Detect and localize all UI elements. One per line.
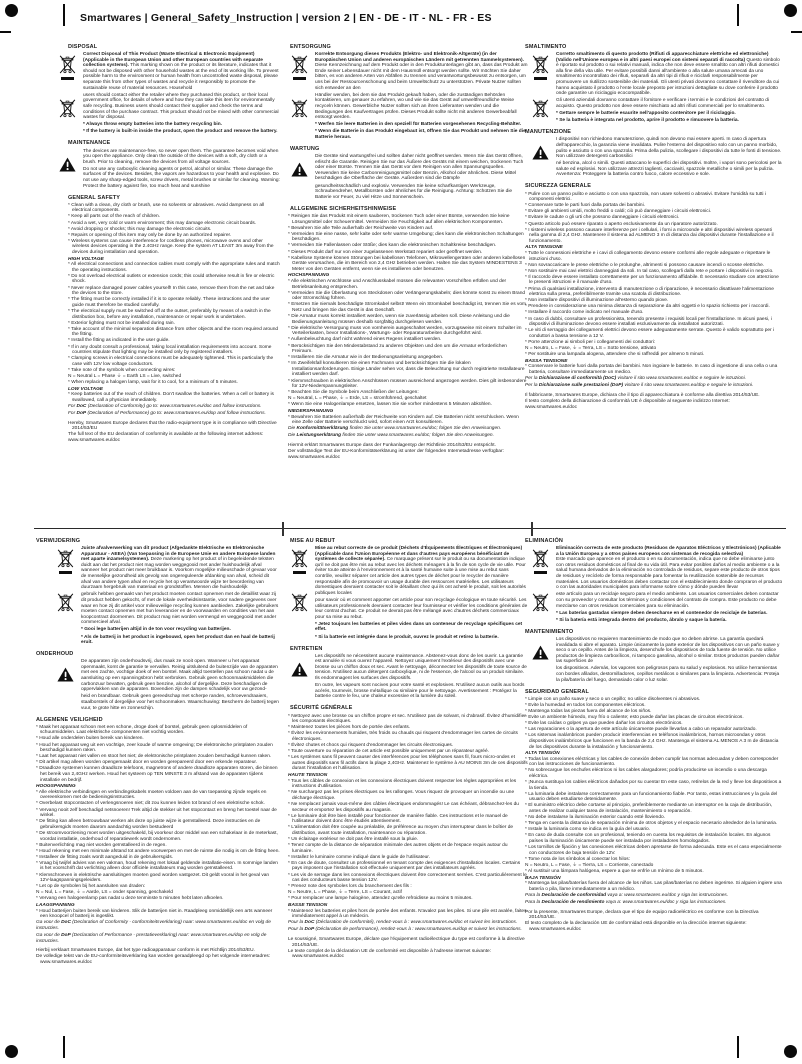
weee-bar-icon bbox=[59, 571, 72, 574]
list-line: * Vermeiden Sie die Überlastung von Steckdosen oder Verlängerungskabeln; dies könnte sonst zu einem Brand oder Stromschlag führen. bbox=[288, 290, 526, 302]
list-line: * De fitting kan alleen betrouwbaar werken als deze op juiste wijze is geïnstalleerd. Deze instructies en de gebruikersgids moeten daarom aandachtig worden bestudeerd bbox=[36, 819, 261, 830]
disposal-section bbox=[288, 52, 528, 142]
maintenance-heading: MANTENIMIENTO bbox=[525, 628, 574, 635]
list-line: * Alle elektrischen Anschlüsse und Anschlusskabel müssen die relevanten Vorschriften erfüllen und der Betriebsanleitung entsprechen. bbox=[288, 278, 507, 290]
list-line: * Tous les câbles de connexion et les connexions électriques doivent respecter les règles appropriées et les instructions d'utilisation. bbox=[288, 778, 517, 790]
dop-line: Para la Declaración de rendimiento vaya a: www.smartwares.eu/doc y siga las instrucciones. bbox=[525, 899, 727, 905]
list-line: Le texte complet de la déclaration UE de conformité est disponible à l'adresse internet suivante: www.smartwares.eu/doc bbox=[288, 948, 492, 960]
list-line: * When replacing a halogen lamp, wait for it to cool, for a minimum of 5 minutes. bbox=[68, 380, 238, 386]
list-line: * Evitare le cadute o gli urti che possono danneggiare i circuiti elettronici. bbox=[525, 215, 680, 221]
maintenance-paragraph: Do not use any carboxylic cleaning agents or petrol, alcohol or similar. These damage the surfaces of the devices. Besides, the vapors are hazardous to your health and explosive. Do not use any sharp-edged tools, screw drivers, metal brushes or similar for cleaning. Warning: Protect the battery against fire, too much heat and sunshine bbox=[83, 166, 280, 189]
list-line: * Ne surchargez pas les prises électriques ou les rallonges. Vous risquez de provoquer un incendie ou une décharge électrique. bbox=[288, 790, 515, 801]
list-line: * The fitting must be correctly installed if it is to operate reliably. These instructions and the user guide must therefore be studied carefully. bbox=[68, 297, 270, 308]
list-line: * Houd batterijen buiten bereik van kinderen. Slik de batterijen niet in. Raadpleeg onmiddellijk een arts wanneer een knoopcel of batterij is ingeslikt. bbox=[36, 908, 273, 920]
crop-mark bbox=[63, 4, 65, 26]
list-line: * Tutte le connessioni elettriche e i cavi di collegamento devono essere conformi alle regole adeguate e rispettare le istruzioni d'uso. bbox=[525, 251, 771, 262]
list-line: * Alle elektrische verbindingen en verbindingskabels moeten voldoen aan de van toepassing zijnde regels en overeenkomen met de bedieningsinstructies. bbox=[36, 789, 267, 801]
weee-bin-icon bbox=[532, 97, 549, 119]
list-line: * Reinigen Sie das Produkt mit einem sauberen, trockenen Tuch oder einer Bürste, verwenden Sie keine Lösungsmittel oder Scheuermittel. Vermeiden Sie Feuchtigkeit auf allen elektrischen Komponenten. bbox=[288, 213, 510, 225]
weee-bin-icon bbox=[291, 547, 308, 569]
maintenance-heading: ONDERHOUD bbox=[36, 651, 74, 658]
maintenance-paragraph: los dispositivos. Además, los vapores son peligrosos para su salud y explosivos. No utilice herramientas con bordes afilados, destornilladores, cepillos metálicos o similares para la limpieza. Advertencia: Proteja la pila/batería del fuego, demasiado calor o luz solar. bbox=[556, 666, 780, 683]
list-line: N = Neutre, L = Phase, ⏚ = Terre, LS = Courant, actif bbox=[288, 890, 402, 896]
list-line: * Vervang een halogeenlamp pas nadat u deze tenminste 5 minuten hebt laten afkoelen. bbox=[36, 896, 224, 902]
disposal-icons bbox=[529, 52, 551, 125]
disposal-icons bbox=[56, 52, 78, 136]
list-line: * Installeer de fitting zoals wordt aangeduid in de gebruikersgids. bbox=[36, 854, 174, 860]
list-line: * Un éclairage extérieur ne doit pas être installé sous la pluie. bbox=[288, 837, 419, 842]
list-line: Hiermit erklärt Smartwares Europe dass der Funkanlagentyp der Richtlinie 2014/53/EU entspricht. bbox=[288, 443, 496, 448]
list-line: * Les systèmes sans fil peuvent causer des interférences pour les téléphones sans fil, fours micro-ondes et autres dispositifs sans fil actifs dans la plage 2,4GHz. Maintenez le système à AU MOINS 3m de ces dispositifs durant l'installation et l'utilisation. bbox=[288, 755, 528, 772]
list-line: * Tenga en cuenta la distancia de separación mínima de otros objetos y el espacio necesario alrededor de la luminaria. bbox=[525, 821, 778, 827]
low-voltage-list bbox=[288, 909, 528, 920]
high-voltage-heading: HOOGSPANNING bbox=[36, 784, 76, 790]
list-line: * Las reparaciones o la apertura de este artículo únicamente puede llevarlas a cabo un reparador autorizado. bbox=[525, 727, 757, 733]
list-line: * Évitez chutes et chocs qui risquent d'endommager les circuits électroniques. bbox=[288, 743, 454, 748]
maintenance-paragraph: né benzina, alcol o simili. Questi attaccano le superfici dei dispositivi. Inoltre, i vapori sono pericolosi per la salute ed esplosivi. Non utilizzare attrezzi taglienti, cacciaviti, spazzole metalliche o simili per la pulizia. Avvertenza: Proteggere la batteria contro fuoco, calore eccessivo e sole. bbox=[556, 161, 782, 178]
disposal-icons bbox=[529, 546, 551, 625]
list-line: * Maintenez toutes les pièces hors de portée des enfants. bbox=[288, 725, 411, 731]
registration-mark bbox=[5, 1045, 18, 1058]
list-line: * Dieses Produkt darf nur von einer zugelassenen Werkstatt repariert oder geöffnet werden. bbox=[288, 249, 483, 255]
low-voltage-heading: BASSA TENSIONE bbox=[525, 358, 568, 364]
high-voltage-heading: HIGH VOLTAGE bbox=[68, 256, 104, 262]
disposal-bullet: * Gettare sempre le batterie esaurite nell'apposito contenitore per il riciclaggio. bbox=[556, 111, 736, 117]
list-line: De volledige tekst van de EU-conformiteitsverklaring kan worden geraadpleegd op het volgende internetadres: www.smartwares.eu/doc bbox=[36, 954, 271, 965]
low-voltage-list bbox=[525, 881, 783, 892]
list-line: * Ersetzen Sie niemals beschädigte Stromkabel selbst! Wenn ein Stromkabel beschädigt ist, trennen Sie es vom Netz und bringen Sie das Gerät in das Geschäft. bbox=[288, 302, 527, 313]
list-line: * Kabellose Systeme können Störungen bei kabellosen Telefonen, Mikrowellengeräten oder anderen kabellosen Geräte verursachen, die im Bereich von 2,4 GHz betrieben werden. Halten Sie das System MINDESTENS 3 Meter von den Geräten entfernt, wenn sie es installieren oder benutzen. bbox=[288, 255, 526, 272]
list-line: www.smartwares.eu/doc bbox=[288, 455, 340, 461]
page-title: Smartwares | General_Safety_Instruction | version 2 | EN - DE - IT - NL - FR - ES bbox=[80, 12, 492, 24]
registration-mark bbox=[784, 4, 797, 17]
low-voltage-heading: BASSE TENSION bbox=[288, 903, 328, 909]
disposal-paragraph: Correct Disposal of This Product (Waste Electrical & Electronic Equipment) (Applicable in the European Union and other European countries with separate collection systems). This marking shown on the product or its literature, indicates that it should not be disposed with other household wastes at the end of its working life. To prevent possible harm to the environment or human health from uncontrolled waste disposal, please separate this from other types of wastes and recycle it responsibly to promote the sustainable reuse of material resources. Household bbox=[83, 52, 279, 91]
declaration-of-conformity bbox=[288, 937, 528, 960]
low-voltage-list bbox=[36, 909, 280, 920]
declaration-of-conformity bbox=[36, 948, 280, 965]
list-line: * Vraag bij twijfel advies van een vakman, houd rekening met lokaal geldende installatie-eisen. In sommige landen is het voorschrift dat verlichting alleen door officiële installateurs mag worden geïnstalleerd. bbox=[36, 860, 278, 872]
weee-bin-icon bbox=[59, 53, 76, 75]
low-voltage-heading: LAAGSPANNING bbox=[36, 903, 75, 909]
list-line: * Die elektrische Versorgung muss von vornherein ausgeschaltet werden, vorzugsweise mit einem Schalter im Verteilerkasten, bevor Installations-, Wartungs- oder Reparaturarbeiten durchgeführt wird. bbox=[288, 325, 522, 337]
disposal-paragraph: Händler wenden, bei dem sie das Produkt gekauft haben, oder die zuständigen Behörden kontaktieren, um genauer zu erfahren, wo und wie sie das Gerät auf umweltfreundliche Weise recyceln können. Gewerbliche Nutzer sollten sich an ihren Lieferanten wenden und die Bedingungen des Kaufvertrages prüfen. Dieses Produkt sollte nicht mit anderen Gewerbeabfall entsorgt werden. bbox=[315, 92, 517, 121]
high-voltage-heading: HAUTE TENSION bbox=[288, 772, 328, 778]
low-voltage-list bbox=[288, 415, 528, 426]
disposal-paragraph: Corretto smaltimento di questo prodotto (Rifiuti di apparecchiature elettriche ed elettroniche) (Valido nell'Unione europea e in altri paesi europei con sistemi separati di raccolta) Questo simbolo è riportato sul prodotto o sui relativi manuali, indica che non deve essere smaltito con altri rifiuti domestici alla fine della vita utile. Per evitare possibili danni all'ambiente o alla salute umana arrecati da uno smaltimento incontrollato dei rifiuti, separarli da altri tipi di rifiuti e riciclarli responsabilmente per promuovere un riutilizzo sostenibile dei materiali. Gli utenti privati dovranno contattare il rivenditore da cui hanno acquistato il prodotto o l'ente locale preposto per istruzioni dettagliate su dove conferire il prodotto onde garantire un riciclaggio ecocompatibile. bbox=[556, 52, 780, 97]
disposal-bullet: * Las baterías gastadas siempre deben desecharse en el contenedor de reciclaje de baterías. bbox=[556, 610, 768, 616]
list-line: * Take note of the symbols when connecting wires: bbox=[68, 367, 176, 373]
disposal-paragraph: Korrekte Entsorgung dieses Produkts (Elektro- und Elektronik-Altgeräte) (in der Europäischen Union und anderen europäischen Ländern mit getrennten Sammelsystemen). Diese Kennzeichnung auf dem Produkt oder in den Produktunterlagen gibt an, dass das Produkt am Ende seiner Lebensdauer nicht mit dem Hausmüll entsorgt werden sollte. Wir möchten Sie daher bitten, es von anderen Arten von Abfällen zu trennen und verantwortungsbewusst zu entsorgen, um uns bei der Ressourcenschonung und beim Umweltschutz zu unterstützen. Private Nutzer sollten sich entweder an den bbox=[315, 52, 528, 91]
list-line: * Los sistemas inalámbricos pueden producir interferencias en teléfonos inalámbricos, hornos microondas y otros dispositivos inalámbricos que funcionen en la banda de 2,4 GHz. Mantenga el sistema AL MENOS A 3 m de distancia de los dispositivos durante la instalación y funcionamiento. bbox=[525, 733, 779, 750]
maintenance-paragraph: En outre, les vapeurs sont nocives pour votre santé et explosives. N'utilisez aucun outils aux bords acérés, tournevis, brosse métallique ou similaire pour le nettoyage. Avertissement : Protégez la batterie contre le feu, une chaleur excessive et la lumière du soleil. bbox=[315, 683, 525, 700]
disposal-icons bbox=[54, 546, 76, 647]
row-divider bbox=[34, 528, 786, 529]
list-line: * Evitare gli ambienti umidi, molto freddi o caldi; ciò può danneggiare i circuiti elettronici. bbox=[525, 209, 712, 215]
low-voltage-list bbox=[68, 392, 280, 403]
general-safety-list bbox=[36, 725, 280, 783]
list-line: * Tome nota de los símbolos al conectar los hilos: bbox=[525, 856, 630, 862]
list-line: * Questo articolo può essere riparato o aperto esclusivamente da un riparatore autorizzato. bbox=[525, 221, 718, 227]
lang-block-nl bbox=[36, 534, 280, 966]
list-line: * Instale la luminaria como se indica en la guía del usuario. bbox=[525, 827, 651, 833]
high-voltage-heading: ALTA TENSIÓN bbox=[525, 751, 560, 757]
list-line: * Prendere in considerazione una minima distanza di separazione da altri oggetti e lo spazio richiesto per i raccordi. bbox=[525, 304, 770, 310]
list-line: * El suministro eléctrico debe cortarse al principio, preferiblemente mediante un interruptor en la caja de distribución, antes de realizar cualquier tarea de instalación, mantenimiento o reparación. bbox=[525, 803, 773, 815]
disposal-heading: ELIMINACIÓN bbox=[525, 538, 564, 544]
list-line: * Houd alle onderdelen buiten bereik van kinderen. bbox=[36, 736, 144, 742]
warning-triangle-icon bbox=[532, 645, 549, 660]
weee-bar-icon bbox=[293, 77, 306, 80]
lang-block-de bbox=[288, 40, 528, 461]
list-line: * Todas las conexiones eléctricas y los cables de conexión deben cumplir las normas adecuadas y deben corresponder con las instrucciones de funcionamiento. bbox=[525, 756, 779, 768]
warning-triangle-icon bbox=[57, 667, 74, 682]
list-line: * Klemschroeven in elektrische aansluitingen moeten goed worden vastgezet. Dit geldt vooral in het geval van 12V-laagspanningsgeleiders. bbox=[36, 872, 270, 884]
disposal-heading: ENTSORGUNG bbox=[290, 44, 331, 50]
list-line: * Buitenverlichting mag niet worden geïnstalleerd in de regen. bbox=[36, 842, 167, 848]
list-line: * The electrical supply must be switched off at the outset, preferably by means of a switch in the distribution box, before any installation, maintenance or repair work is undertaken. bbox=[68, 308, 271, 320]
list-line: * Conservare le batterie fuori dalla portata dei bambini. Non ingoiare le batterie. In caso di ingestione di una cella o una batteria, consultare immediatamente un medico. bbox=[525, 364, 778, 375]
list-line: * Il raccordo deve essere installato correttamente per un funzionamento affidabile. È necessario studiare con attenzione le presenti istruzioni e il manuale d'uso. bbox=[525, 274, 779, 286]
doc-line: Per la Dichiarazione di conformità (DoC) visitare il sito www.smartwares.eu/doc e seguire le istruzioni. bbox=[525, 375, 747, 381]
disposal-bullet: * Always throw empty batteries into the battery recycling bin. bbox=[83, 122, 222, 128]
list-line: * Vermeiden Sie Fallenlassen oder Stöße; dies kann die elektronischen Schaltkreise beschädigen. bbox=[288, 243, 497, 249]
list-line: * Prenez note des symboles lors du branchement des fils : bbox=[288, 884, 412, 890]
weee-bin-icon bbox=[59, 97, 76, 119]
list-line: * Pour remplacer une lampe halogène, attendez qu'elle refroidisse au moins 5 minutes. bbox=[288, 896, 473, 902]
general-safety-list bbox=[525, 192, 783, 245]
list-line: * Les vis de serrage dans les connexions électriques doivent être correctement serrées. C'est particulièrement le cas des conducteurs basse tension 12V. bbox=[288, 872, 527, 884]
weee-bar-icon bbox=[293, 571, 306, 574]
disposal-bullet: * Als de batterij in het product is ingebouwd, open het product dan en haal de batterij eruit. bbox=[81, 634, 275, 646]
maintenance-paragraph: Die Geräte sind wartungsfrei und sollten daher nicht geöffnet werden. Wenn Sie das Gerät öffnen, erlischt die Garantie. Reinigen Sie nur das Äußere des Geräts mit einem weichen, trockenen Tuch oder einer Bürste. Trennen Sie das Gerät vor dem Reinigen von allen Spannungsquellen. Verwenden Sie keine Carbonreinigungsmittel oder Benzin, Alkohol oder ähnliches. Diese Mittel beschädigen die Oberfläche der Geräte. Außerdem sind die Dämpfe bbox=[315, 154, 524, 182]
crop-mark bbox=[737, 1036, 739, 1058]
disposal-bullet: * Si la batterie est intégrée dans le produit, ouvrez le produit et retirez la batterie. bbox=[315, 634, 499, 640]
list-line: * Avoid a wet, very cold or warm environment; this may damage electronic circuit boards. bbox=[68, 220, 257, 226]
list-line: * Do not overload electrical outlets or extension cords; this could otherwise result in fire or electric shock. bbox=[68, 273, 275, 285]
warning-triangle-icon bbox=[291, 162, 308, 177]
list-line: * Los tornillos de fijación y las conexiones eléctricas deben apretarse de forma adecuada. Este es el caso especialmente con conductores de baja tensión de 12V. bbox=[525, 845, 782, 856]
list-line: N = Neutro, L = Fase, ⏚ = Tierra, LS = Corriente, conectado bbox=[525, 862, 654, 868]
high-voltage-list bbox=[36, 790, 280, 902]
list-line: * Installare il raccordo come indicato nel manuale d'uso. bbox=[525, 310, 644, 316]
list-line: * Repairs or opening of this item may only be done by an authorized repairer. bbox=[68, 232, 232, 238]
list-line: * Bewahren Sie Batterien außerhalb der Reichweite von Kindern auf. Die Batterien nicht verschlucken. Wenn eine Zelle oder Batterie verschluckt wird, sofort einen Arzt konsultieren. bbox=[288, 414, 519, 426]
list-line: * Keep batteries out of the reach of children. Don't swallow the batteries. When a cell or battery is swallowed, call a physician immediately. bbox=[68, 392, 274, 403]
list-line: * Porre attenzione ai simboli per i collegamenti dei conduttori: bbox=[525, 339, 656, 345]
maintenance-heading: WARTUNG bbox=[290, 146, 320, 152]
list-line: * Klemmschrauben in elektrischen Anschlüssen müssen ausreichend angezogen werden. Dies gilt insbesondere für 12V-Niederspannungsleiter. bbox=[288, 378, 527, 390]
weee-bar-icon bbox=[534, 77, 547, 80]
disposal-paragraph: gebruik hebben gemaakt van het product moeten contact opnemen met de detaillist waar zij dit product hebben gekocht, of met de lokale overheidsinstantie, voor nadere gegevens over waar en hoe zij dit artikel voor milieuveilige recycling kunnen aanbieden. Zakelijke gebruikers moeten contact opnemen met hun leverancier en de voorwaarden en condities van het aan koopcontract doornemen. Dit product mag niet worden vermengd en weggegooid met ander commercieel afval. bbox=[81, 592, 279, 626]
general-safety-list bbox=[525, 697, 783, 750]
disposal-section bbox=[525, 546, 783, 625]
maintenance-section bbox=[288, 154, 528, 202]
list-line: Der vollständige Text der EU-Konformitätserklärung ist unter der folgenden Internetadresse verfügbar: bbox=[288, 449, 504, 455]
disposal-heading: DISPOSAL bbox=[68, 44, 98, 50]
weee-bar-icon bbox=[534, 571, 547, 574]
list-line: * La luminaria debe instalarse correctamente para un funcionamiento fiable. Por tanto, estas instrucciones y la guía del usuario deben estudiarse detenidamente. bbox=[525, 791, 778, 803]
weee-bin-icon bbox=[291, 97, 308, 119]
list-line: * Non sostituire mai cavi elettrici danneggiati da soli. In tal caso, scollegarli dalla rete e portare i dispositivi in negozio. bbox=[525, 268, 774, 274]
maintenance-section bbox=[288, 654, 528, 702]
disposal-bullet: * If the battery is built-in inside the product, open the product and remove the battery. bbox=[83, 129, 278, 135]
maintenance-heading: MANUTENZIONE bbox=[525, 129, 572, 136]
weee-bin-icon bbox=[532, 547, 549, 569]
maintenance-heading: MAINTENANCE bbox=[68, 140, 111, 147]
maintenance-paragraph: Los dispositivos no requieren mantenimiento de modo que no deben abrirse. La garantía quedará invalidada si abre el aparato. Limpie únicamente la parte exterior de los dispositivos con un paño suave y seco o un cepillo. Antes de la limpieza, desenchufe los dispositivos de toda fuente de tensión. No utilice productos de limpieza carboxílicos, ni tampoco gasolina, alcohol o similar. Estos productos pueden dañar las superficies de bbox=[556, 636, 780, 665]
registration-mark bbox=[5, 4, 18, 17]
list-line: * ¡Nunca sustituya los cables eléctricos dañados por su cuenta! En este caso, retírelos de la red y lleve los dispositivos a la tienda. bbox=[525, 780, 782, 791]
list-line: * Maak het apparaat schoon met een schone, droge doek of borstel, gebruik geen oplosmiddelen of schuurmiddelen. Laat elektrische componenten niet vochtig worden. bbox=[36, 724, 248, 736]
list-line: * Prima di qualsiasi installazione, intervento di manutenzione o di riparazione, è necessario disattivare l'alimentazione elettrica sulla presa, preferibilmente tramite una scatola di distribuzione. bbox=[525, 286, 774, 298]
list-line: * Ne remplacez jamais vous-même des câbles électriques endommagés! Le cas échéant, débranchez-les du secteur et emportez les dispositifs au magasin. bbox=[288, 801, 519, 813]
general-safety-heading: ALLGEMEINE SICHERHEITSHINWEISE bbox=[290, 205, 397, 212]
high-voltage-list bbox=[525, 251, 783, 358]
high-voltage-heading: ALTA TENSIONE bbox=[525, 245, 563, 251]
list-line: * De stroomvoorziening moet worden uitgeschakeld, bij voorkeur door middel van een schakelaar in de meterkast, voordat installatie, onderhoud of reparatiewerk wordt ondernomen. bbox=[36, 830, 278, 842]
high-voltage-list bbox=[288, 779, 528, 902]
maintenance-section bbox=[56, 149, 280, 191]
list-line: * Außenbeleuchtung darf nicht während eines Regens installiert werden. bbox=[288, 337, 442, 343]
declaration-of-conformity bbox=[68, 421, 280, 444]
general-safety-list bbox=[68, 203, 280, 256]
list-line: Il fabbricante, Smartwares Europe, dichiara che il tipo di apparecchiatura è conforme alla direttiva 2014/53/UE. bbox=[525, 392, 760, 398]
disposal-bullet: * Wenn die Batterie in das Produkt eingebaut ist, öffnen Sie das Produkt und nehmen Sie die Batterie heraus. bbox=[315, 129, 526, 140]
list-line: www.smartwares.eu/doc bbox=[525, 404, 577, 410]
disposal-bullet: * Werfen Sie leere Batterien in den speziell für Batterien vorgesehenen Recycling-Behälter. bbox=[315, 122, 522, 128]
warning-triangle-icon bbox=[532, 145, 549, 160]
list-line: * Conservare tutte le parti fuori dalla portata dei bambini. bbox=[525, 203, 645, 209]
disposal-bullet: * Se la batteria è integrata nel prodotto, aprire il prodotto e rimuovere la batteria. bbox=[556, 118, 739, 124]
list-line: * Evite las caídas o golpes ya que pueden dañar los circuitos electrónicos. bbox=[525, 721, 683, 727]
disposal-paragraph: Mise au rebut correcte de ce produit (Déchets d'Équipements Électriques et Électroniques) (Applicable dans l'Union Européenne et dans d'autres pays européens bénéficiant de systèmes de collecte séparée). Ce marquage présent sur le produit ou sa documentation indique qu'il ne doit pas être mis au rebut avec les déchets ménagers à la fin de son cycle de vie utile. Pour éviter toute atteinte à l'environnement et à la santé humaine suite à une mise au rebut sans contrôle, veuillez séparer cet article des autres types de déchet pour le recycler de manière responsable afin de promouvoir un usage durable des ressources matérielles. Les utilisateurs domestiques devraient contacter soit le détaillant chez qui ils ont acheté le produit, soit les autorités publiques locales bbox=[315, 546, 526, 596]
list-line: * Non sovraccaricare le prese elettriche o le prolunghe, altrimenti si possono causare incendi o scosse elettriche. bbox=[525, 262, 765, 268]
maintenance-section bbox=[525, 137, 783, 179]
list-line: * Evite la humedad en todos los componentes eléctricos. bbox=[525, 702, 646, 708]
doc-line: Pour la DoC (Déclaration de conformité), rendez-vous à : www.smartwares.eu/doc et suivez les instructions. bbox=[288, 920, 518, 926]
list-line: Le soussigné, Smartwares Europe, déclare que l'équipement radioélectrique du type est conforme à la directive 2014/53/UE. bbox=[288, 937, 525, 948]
general-safety-heading: ALGEMENE VEILIGHEID bbox=[36, 716, 103, 723]
list-line: N = Neutro, L = Fase, ⏚ = Terra, LS = Sotto tensione, attivato bbox=[525, 346, 657, 351]
list-line: * All electrical connections and connection cables must comply with the appropriate rules and match the operating instructions. bbox=[68, 262, 280, 273]
high-voltage-list bbox=[288, 279, 528, 408]
list-line: * Exterior lighting must not be installed during rain. bbox=[68, 320, 175, 326]
list-line: N = Neutral, L = Phase, ⏚ = Erde, LS = stromführend, geschaltet bbox=[288, 396, 427, 402]
disposal-paragraph: este artículo para un reciclaje seguro para el medio ambiente. Los usuarios comerciales deben contactar con su proveedor y consultar los términos y condiciones del contrato de compra. Este producto no debe mezclarse con otros residuos comerciales para su eliminación. bbox=[556, 592, 779, 609]
list-line: * Bewahren Sie alle Teile außerhalb der Reichweite von Kindern auf. bbox=[288, 225, 434, 231]
dop-line: Ga voor de DoP (Declaration of Performance - prestatieverklaring) naar: www.smartwares.eu/dop en volg de instructies. bbox=[36, 933, 267, 944]
disposal-section bbox=[56, 52, 280, 136]
general-safety-heading: GENERAL SAFETY bbox=[68, 194, 121, 201]
list-line: * En caso de duda consulte con un profesional, teniendo en cuenta los requisitos de instalación locales. En algunos países la iluminación únicamente puede ser instalada por instaladores homologados. bbox=[525, 833, 771, 844]
maintenance-paragraph: heid en brandbaar. Gebruik geen gereedschap met scherpe randen, schroevendraaiers, staalborstels of dergelijke voor het schoonmaken. Waarschuwing: Bescherm de batterij tegen vuur, te grote hitte en zonneschijn. bbox=[81, 694, 279, 711]
list-line: * Wenn Sie eine Halogenlampe ersetzen, lassen Sie sie vorher mindestens 5 Minuten abkühlen. bbox=[288, 402, 492, 408]
high-voltage-heading: HOCHSPANNUNG bbox=[288, 273, 330, 279]
maintenance-paragraph: I dispositivi non richiedono manutenzione, quindi non devono mai essere aperti. In caso di apertura dell'apparecchio, la garanzia viene invalidata. Pulire l'esterno del dispositivo solo con un panno morbido, pulito e asciutto o con una spazzola. Prima della pulizia, scollegare i dispositivi da tutte le fonti di tensione. Non utilizzare detergenti carbossilici bbox=[556, 137, 782, 160]
list-line: * Houd rekening met een minimale afstand tot andere voorwerpen en met de ruimte die nodig is om de fitting heen. bbox=[36, 848, 280, 854]
list-line: N = Nul, L = Fase, ⏚ = Aarde, LS = onder spanning, geschakeld bbox=[36, 890, 173, 896]
declaration-of-conformity bbox=[525, 910, 783, 933]
high-voltage-list bbox=[68, 262, 280, 385]
maintenance-paragraph: The devices are maintenance-free, so never open them. The guarantee becomes void when you open the appliance. Only clean the outside of the devices with a soft, dry cloth or a brush. Prior to cleaning, remove the devices from all voltage sources. bbox=[83, 148, 279, 165]
disposal-section bbox=[525, 52, 783, 125]
list-line: * Mantenga todas las piezas fuera del alcance de los niños. bbox=[525, 708, 652, 714]
column-tick-mark bbox=[282, 522, 284, 536]
list-line: * Never replace damaged power cables yourself! In this case, remove them from the net and take the devices to the store. bbox=[68, 285, 275, 297]
warning-triangle-icon bbox=[59, 157, 76, 172]
list-line: * Take account of the minimal separation distance from other objects and the room required around the fitting. bbox=[68, 326, 279, 338]
list-line: * If in any doubt consult a professional, taking local installation requirements into account. Some countries stipulate that lighting may be installed only by registered installers. bbox=[68, 344, 272, 356]
list-line: * Evite un ambiente húmedo, muy frío o caliente; esto puede dañar las placas de circuitos electrónicos. bbox=[525, 715, 744, 721]
weee-bin-icon bbox=[57, 591, 74, 613]
weee-bin-icon bbox=[532, 53, 549, 75]
doc-line: Die Konformitätserklärung finden Sie unter www.smartwares.eu/doc; folgen Sie den Anweisungen. bbox=[288, 426, 502, 432]
list-line: * Im Zweifelsfall konsultieren Sie einen Fachmann und berücksichtigen Sie die lokalen Installationsanforderungen. Einige Länder sehen vor, dass die Beleuchtung nur durch registrierte Installateure installiert werden darf. bbox=[288, 361, 525, 378]
general-safety-heading: SÉCURITÉ GÉNÉRALE bbox=[290, 705, 353, 712]
lang-block-en bbox=[56, 40, 280, 445]
disposal-paragraph: pour savoir où et comment apporter cet article pour son recyclage écologique en toute sécurité. Les utilisateurs professionnels devraient contacter leur fournisseur et vérifier les conditions générales de leur contrat d'achat. Ce produit ne devrait pas être mélangé avec d'autres déchets commerciaux pour sa mise au rebut. bbox=[315, 597, 528, 620]
maintenance-paragraph: De apparaten zijn onderhoudsvrij, dus maak ze nooit open. Wanneer u het apparaat openmaakt, komt de garantie te vervallen. Reinig uitsluitend de buitenzijde van de apparaten met een zachte, vochtige doek of een borstel. Maak altijd toestellen pas schoon nadat u de aansluiting op een spanningsbron hebt verbroken. Gebruik geen schoonmaakmiddelen die carbonzuur bevatten, gebruik geen benzine, alcohol of dergelijke. Deze beschadigen de oppervlakken van de apparaten. Bovendien zijn de dampen schadelijk voor uw gezond- bbox=[81, 659, 278, 693]
registration-mark bbox=[784, 1045, 797, 1058]
doc-line: Ga voor de DoC (Declaration of Conformity - conformiteitsverklaring) naar: www.smartwares.eu/doc en volg de instructies. bbox=[36, 920, 271, 931]
declaration-of-conformity bbox=[288, 443, 528, 461]
lang-block-fr bbox=[288, 534, 528, 960]
list-line: * Keep all parts out of the reach of children. bbox=[68, 214, 160, 220]
disposal-heading: SMALTIMENTO bbox=[525, 44, 567, 50]
high-voltage-list bbox=[525, 757, 783, 875]
general-safety-list bbox=[288, 714, 528, 772]
list-line: * Le viti di serraggio dei collegamenti elettrici devono essere adeguatamente serrate. Questo è valido soprattutto per i conduttori a bassa tensione a 12 V. bbox=[525, 328, 775, 339]
list-line: * Let op de symbolen bij het aansluiten van draden: bbox=[36, 884, 146, 890]
list-line: N = Neutral L = Phase ⏚ = Earth LS = Live, switched bbox=[68, 373, 182, 379]
maintenance-section bbox=[36, 659, 280, 712]
list-line: * Wireless systems can cause interference for cordless phones, microwave ovens and other wireless devices operating in the 2.4GHz range. Keep the system AT LEAST 3m away from the devices during installation and operation. bbox=[68, 238, 274, 255]
list-line: * Tenez compte de la distance de séparation minimale des autres objets et de l'espace requis autour du luminaire. bbox=[288, 843, 508, 854]
disposal-paragraph: Eliminación correcta de este producto (Residuos de Aparatos Eléctricos y Electrónicos) (Aplicable a la Unión Europea y a otros países europeos con sistemas de recogida selectiva) Este marcado que aparece en el producto o en su documentación, indica que no debe eliminarse junto con otros residuos domésticos al final de su vida útil. Para evitar posibles daños al medio ambiente o a la salud humana derivados de la eliminación no controlada de residuos, separe este producto de otros tipos de residuos y recíclelo de forma responsable para fomentar la reutilización sostenible de recursos materiales. Los usuarios domésticos deben contactar con el establecimiento donde compraron el producto o con las autoridades municipales para informarse sobre cómo y dónde pueden llevar bbox=[556, 546, 783, 591]
disposal-section bbox=[288, 546, 528, 642]
declaration-of-conformity bbox=[525, 393, 783, 411]
list-line: * Non installare dispositivi di illuminazione all'esterno quando piove. bbox=[525, 298, 669, 304]
dop-line: Die Leistungserklärung finden Sie unter www.smartwares.eu/doc; folgen Sie den Anweisungen. bbox=[288, 433, 494, 439]
list-line: * Per sostituire una lampada alogena, attendere che si raffreddi per almeno 5 minuti. bbox=[525, 352, 705, 358]
general-safety-heading: SEGURIDAD GENERAL bbox=[525, 688, 589, 695]
list-line: * I sistemi wireless possono causare interferenze per i cellulari, i forni a microonde e altri dispositivi wireless operanti nella gamma di 2,4 GHz. Mantenere il sistema ad ALMENO 3 m di distanza dai dispositivi durante l'installazione e il funzionamento. bbox=[525, 227, 774, 244]
list-line: * Installez le luminaire comme indiqué dans le guide de l'utilisateur. bbox=[288, 854, 430, 860]
weee-bin-icon bbox=[57, 547, 74, 569]
maintenance-section bbox=[525, 637, 783, 685]
list-line: * Overbelast stopcontacten of verlengsnoeren niet; dit zou kunnen leiden tot brand of een elektrische schok. bbox=[36, 801, 265, 807]
weee-bar-icon bbox=[61, 77, 74, 80]
weee-bin-icon bbox=[291, 53, 308, 75]
maintenance-paragraph: Les dispositifs ne nécessitent aucune maintenance. Abstenez-vous donc de les ouvrir. La garantie est annulée si vous ouvrez l'appareil. Nettoyez uniquement l'extérieur des dispositifs avec une brosse ou un chiffon doux et sec. Avant le nettoyage, déconnectez les dispositifs de toute source de tension. N'utilisez aucun détergent carboxylique, ni de l'essence, de l'alcool ou un produit similaire. Ils endommagent les surfaces des dispositifs. bbox=[315, 653, 527, 682]
list-line: * Pulire con un panno pulito e asciutto o con una spazzola, non usare solventi o abrasivi. Evitare l'umidità su tutti i componenti elettrici. bbox=[525, 191, 766, 203]
weee-bin-icon bbox=[532, 591, 549, 613]
disposal-bullet: * Si la batería está integrada dentro del producto, ábralo y saque la batería. bbox=[556, 617, 727, 623]
disposal-heading: VERWIJDERING bbox=[36, 538, 81, 544]
list-line: * Toute ouverture ou réparation de cet article est possible uniquement par un réparateur agréé. bbox=[288, 749, 489, 755]
list-line: * Le luminaire doit être bien installé pour fonctionner de manière fiable. Ces instructions et le manuel de l'utilisateur doivent donc être étudiés attentivement. bbox=[288, 813, 508, 825]
list-line: El texto completo de la declaración UE de conformidad está disponible en la dirección internet siguiente: www.smartwares.eu/doc bbox=[525, 921, 747, 932]
list-line: * Houd het apparaat weg uit een vochtige, zeer koude of warme omgeving; De elektronische printplaten zouden beschadigd kunnen raken. bbox=[36, 742, 273, 754]
list-line: * Vermeiden Sie eine nasse, sehr kalte oder sehr warme Umgebung; dies kann die elektronischen Schaltungen beschädigen. bbox=[288, 231, 524, 243]
list-line: * En cas de doute, consultez un professionnel en tenant compte des exigences d'installation locales. Certains pays imposent que l'installation soit effectuée uniquement par des installateurs agréés. bbox=[288, 860, 521, 872]
list-line: * Dit artikel mag alleen worden opengemaakt door en worden gerepareerd door een erkende reparateur. bbox=[36, 760, 258, 766]
disposal-paragraph: users should contact either the retailer where they purchased this product, or their local government office, for details of where and how they can take this item for environmentally safe recycling. Business users should contact their supplier and check the terms and conditions of the purchase contract. This product should not be mixed with other commercial wastes for disposal. bbox=[83, 92, 279, 121]
general-safety-list bbox=[288, 214, 528, 272]
list-line: * In caso di dubbi, consultare un professionista, tenendo presente i requisiti locali per l'installazione. In alcuni paesi, i dispositivi di illuminazione devono essere installati esclusivamente da installatori autorizzati. bbox=[525, 316, 772, 328]
list-line: Hierbij verklaart Smartwares Europe, dat het type radioapparatuur conform is met Richtlijn 2014/53/EU. bbox=[36, 948, 255, 954]
low-voltage-heading: LOW VOLTAGE bbox=[68, 386, 103, 392]
crop-mark bbox=[791, 31, 802, 33]
crop-mark bbox=[63, 1036, 65, 1058]
lang-block-es bbox=[525, 534, 783, 933]
list-line: * Mantenga las pilas/baterías fuera del alcance de los niños. Las pilas/baterías no deben ingerirse. Si alguien ingiere una batería o pila, llame inmediatamente a un médico. bbox=[525, 881, 782, 892]
maintenance-heading: ENTRETIEN bbox=[290, 645, 323, 652]
list-line: Hereby, Smartwares Europe declares that the radio-equipment type is in compliance with Directive 2014/53/EU bbox=[68, 420, 277, 432]
list-line: * Clean with a clean, dry cloth or brush, use no solvents or abrasives. Avoid dampness on all electrical components. bbox=[68, 202, 265, 214]
list-line: * Installieren Sie die Armatur wie in der Bedienungsanleitung angegeben. bbox=[288, 355, 444, 361]
disposal-bullet: * Gooi lege batterijen altijd in de ton voor recycling van batterijen. bbox=[81, 627, 231, 633]
list-line: * Install the fitting as indicated in the user guide. bbox=[68, 338, 170, 344]
list-line: * Maintenez les batteries et piles hors de portée des enfants. N'avalez pas les piles. Si une pile est avalée, faites immédiatement appel à un médecin. bbox=[288, 908, 527, 920]
dop-line: Pour la DoP (Déclaration de performance), rendez-vous à : www.smartwares.eu/dop et suivez les instructions. bbox=[288, 927, 522, 933]
disposal-icons bbox=[288, 52, 310, 142]
disposal-heading: MISE AU REBUT bbox=[290, 538, 336, 544]
disposal-icons bbox=[288, 546, 310, 642]
maintenance-paragraph: gesundheitsschädlich und explosiv. Verwenden Sie keine scharfkantigen Werkzeuge, Schraubendreher, Metallbürsten oder ähnliches für die Reinigung. Achtung: Schützen Sie die Batterie vor Feuer, zu viel Hitze und Sonnenschein. bbox=[315, 183, 513, 200]
list-line: Por la presente, Smartwares Europe, declara que el tipo de equipo radioeléctrico es conforme con la Directiva 2014/53/UE. bbox=[525, 909, 759, 921]
list-line: * Berücksichtigen Sie den Mindestabstand zu anderen Objekten und den um die Armatur erforderlichen Freiraum. bbox=[288, 343, 507, 355]
disposal-paragraph: Gli utenti aziendali dovranno contattare il fornitore e verificare i termini e le condizioni del contratto di acquisto. Questo prodotto non deve essere mischiato ad altri rifiuti commerciali per lo smaltimento. bbox=[556, 98, 770, 109]
list-line: * Al sustituir una lámpara halógena, espere a que se enfríe un mínimo de 5 minutos. bbox=[525, 868, 704, 874]
crop-mark bbox=[737, 4, 739, 26]
list-line: * Laat het apparaat niet vallen en stoot het niet; de elektronische printplaten zouden beschadigd kunnen raken. bbox=[36, 754, 272, 760]
dop-line: Per la Dichiarazione sulle prestazioni (DoP) visitare il sito www.smartwares.eu/dop e seguire le istruzioni. bbox=[525, 383, 754, 389]
disposal-paragraph: Juiste afvalverwerking van dit product (Afgedankte Elektrische en Elektronische Apparatuur - AEEA) (Van toepassing in de Europese Unie en andere Europese landen met aparte inzamelsystemen). Deze markering op het product of in begeleidende teksten duidt aan dat het product niet mag worden weggegooid met ander huishoudelijk afval wanneer het product niet meer bruikbaar is. Voorkom mogelijke milieuschade of gevaar voor de menselijke gezondheid als gevolg van ongereguleerde afdanking van afval, scheid dit afval van andere typen afval en recycle het op verantwoorde wijze ter bevordering van duurzaam hergebruik van materiaal en grondstoffen. Mensen die huishoudelijk bbox=[81, 546, 277, 591]
list-line: * No sobrecargue los enchufes eléctricos ni los cables alargadores; podría producirse un incendio o una descarga eléctrica. bbox=[525, 768, 767, 779]
list-line: * L'alimentation doit être coupée au préalable, de préférence au moyen d'un interrupteur dans le boîtier de distribution, avant toute installation, maintenance ou réparation. bbox=[288, 825, 514, 836]
lang-block-it bbox=[525, 40, 783, 411]
low-voltage-heading: NIEDERSPANNUNG bbox=[288, 409, 334, 415]
disposal-section bbox=[36, 546, 280, 647]
crop-mark bbox=[0, 31, 11, 33]
list-line: * Draadloze systemen kunnen draadloze telefoons, magnetrons of andere draadloze apparaten storen, die binnen het bereik van 2,4GHz werken. Houd het systeem op TEN MINSTE 3 m afstand van de apparaten tijdens installatie en bedrijf. bbox=[36, 766, 278, 783]
list-line: * Die Armatur muss korrekt installiert werden, wenn sie zuverlässig arbeiten soll. Diese Anleitung und die Bedienungsanleitung müssen deshalb sorgfältig durchgelesen werden. bbox=[288, 314, 510, 325]
disposal-bullet: * Jetez toujours les batteries et piles vides dans un conteneur de recyclage spécifiques cet effet. bbox=[315, 621, 523, 633]
list-line: Il testo completo della dichiarazione di conformità UE è disponibile al seguente indirizzo Internet: bbox=[525, 398, 730, 404]
general-safety-heading: SICUREZZA GENERALE bbox=[525, 183, 592, 190]
list-line: * Beachten Sie die Symbole beim Anschließen der Leitungen: bbox=[288, 390, 419, 396]
doc-line: For DoC (Declaration of Conformity) go to: www.smartwares.eu/doc and follow instructions. bbox=[68, 403, 262, 409]
list-line: * Clamping screws in electrical connections must be adequately tightened. This is particularly the case with 12V low voltage conductors. bbox=[68, 356, 274, 367]
list-line: * Avoid dropping or shocks; this may damage the electronic circuits. bbox=[68, 226, 212, 232]
weee-bin-icon bbox=[291, 591, 308, 613]
list-line: * Vervang nooit zelf beschadigd netsnoeren! Trek altijd de stekker uit het stopcontact en breng het toestel naar de winkel. bbox=[36, 807, 277, 819]
list-line: * No debe instalarse la iluminación exterior cuando esté lloviendo. bbox=[525, 815, 665, 821]
doc-line: Para la Declaración de conformidad vaya a: www.smartwares.eu/doc y siga las instrucciones. bbox=[525, 892, 729, 898]
list-line: * Évitez les environnements humides, très froids ou chauds qui risquent d'endommager les cartes de circuits électroniques. bbox=[288, 731, 518, 742]
dop-line: For DoP (Declaration of Performance) go to: www.smartwares.eu/dop and follow instructions. bbox=[68, 411, 266, 417]
list-line: * Nettoyez avec une brosse ou un chiffon propre et sec. N'utilisez pas de solvant, ni d'abrasif. Évitez d'humidifier les composants électriques. bbox=[288, 713, 526, 725]
warning-triangle-icon bbox=[291, 662, 308, 677]
list-line: www.smartwares.eu/doc bbox=[68, 438, 120, 444]
low-voltage-list bbox=[525, 364, 783, 375]
list-line: * Limpie con un paño suave y seco o un cepillo; no utilice disolventes ni abrasivos. bbox=[525, 696, 701, 702]
list-line: The full text of the EU declaration of conformity is available at the following internet address: bbox=[68, 432, 264, 438]
low-voltage-heading: BAJA TENSIÓN bbox=[525, 875, 561, 881]
